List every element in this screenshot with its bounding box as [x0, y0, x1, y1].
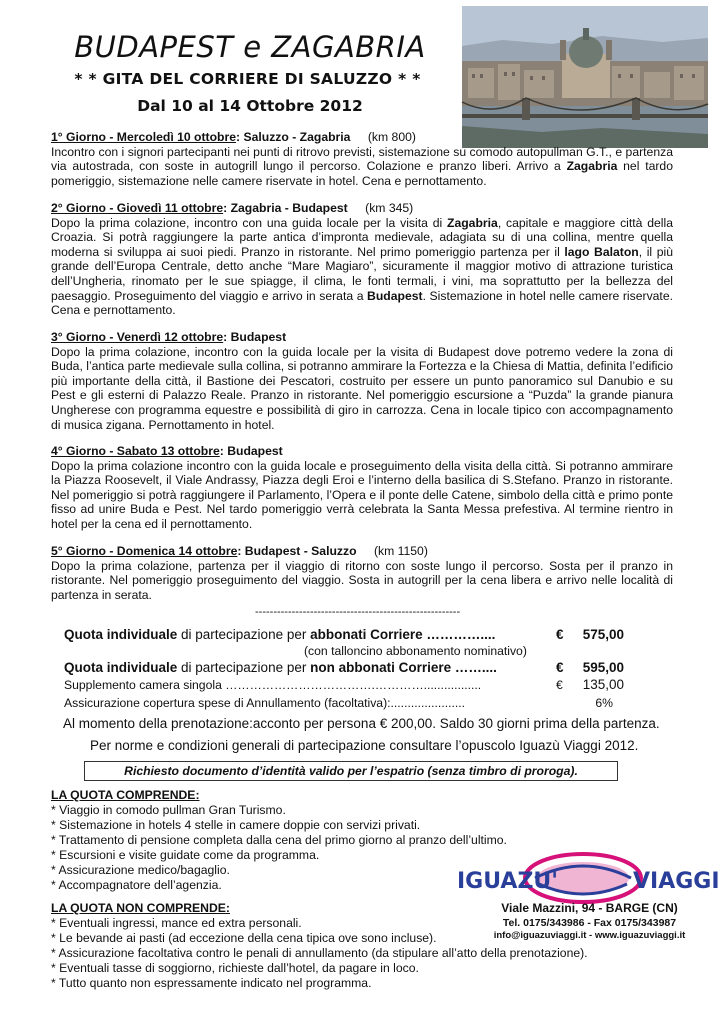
includes-heading: LA QUOTA COMPRENDE:	[51, 788, 200, 802]
day-1-km: (km 800)	[367, 130, 416, 144]
budapest-photo	[462, 6, 708, 148]
agency-phone: Tel. 0175/343986 - Fax 0175/343987	[502, 917, 677, 929]
includes-item: * Accompagnatore dell’agenzia.	[51, 878, 222, 892]
day-3-text: Dopo la prima colazione, incontro con la guida locale per la visita di Budapest dove potremo vedere la zona di Buda, l’antica parte medievale sulla collina, si potranno ammirare la Fortezza e la Chiesa di Mattia, definita l’edificio più importante della città, il Bastione dei Pescatori, costruito per essere un punto panoramico sul Danubio e su Pest e gli esterni di Palazzo Reale. Pranzo in ristorante. Nel pomeriggio escursione a “Puzda” la grande pianura Ungherese con programma equestre e possibilità di giro in carrozza. Cena in locale tipico con accompagnamento di musica zigana. Pernottamento in hotel.	[51, 344, 673, 432]
includes-item: * Escursioni e visite guidate come da programma.	[51, 848, 320, 862]
day-5-text: Dopo la prima colazione, partenza per il viaggio di ritorno con soste lungo il percorso. Sosta per il pranzo in ristorante. Nel pomeriggio proseguimento del viaggio. Sosta in autogrill per la cena libera e arrivo nelle località di partenza in serata.	[51, 558, 673, 602]
deposit-note: Al momento della prenotazione:acconto per persona € 200,00. Saldo 30 giorni prima della partenza.	[63, 716, 660, 731]
includes-item: * Viaggio in comodo pullman Gran Turismo.	[51, 803, 286, 817]
day-4-heading: 4° Giorno - Sabato 13 ottobre: Budapest	[51, 444, 283, 458]
price-row-single-room	[64, 678, 630, 696]
separator: --------------------------------------------------------	[255, 606, 461, 618]
excludes-item: * Assicurazione facoltativa contro le penali di annullamento (da stipulare all’atto della prenotazione).	[51, 946, 588, 960]
agency-address: Viale Mazzini, 94 - BARGE (CN)	[501, 901, 678, 915]
agency-web: info@iguazuviaggi.it - www.iguazuviaggi.it	[493, 930, 686, 941]
excludes-item: * Le bevande ai pasti (ad eccezione della cena tipica ove sono incluse).	[51, 931, 437, 945]
day-2-text: Dopo la prima colazione, incontro con una guida locale per la visita di Zagabria, capitale e maggiore città della Croazia. Si potrà raggiungere la parte antica d’impronta medievale, adagiata su di una collina, mentre quella moderna si sviluppa ai suoi piedi. Pranzo in ristorante. Nel primo pomeriggio partenza per il lago Balaton, il più grande dell’Europa Centrale, detto anche “Mare Magiaro”, sicuramente il maggior motivo di attrazione turistica dell’Ungheria, rinomato per le sue spiagge, il clima, le fonti termali, i vini, ma soprattutto per la bellezza del paesaggio. Proseguimento del viaggio e arrivo in serata a Budapest. Sistemazione in hotel nelle camere riservate. Cena e pernottamento.	[51, 215, 673, 318]
day-1-heading: 1° Giorno - Mercoledì 10 ottobre: Saluzzo - Zagabria	[51, 130, 351, 144]
price-row-note: (con talloncino abbonamento nominativo)	[304, 644, 527, 658]
page-subtitle: * * GITA DEL CORRIERE DI SALUZZO * *	[74, 70, 421, 88]
euro-symbol: €	[556, 678, 563, 692]
day-1-text: Incontro con i signori partecipanti nei punti di ritrovo previsti, sistemazione su comodo autopullman G.T., e partenza via autostrada, con soste in autogrill lungo il percorso. Colazione e pranzo liberi. Arrivo a Zagabria nel tardo pomeriggio, sistemazione nelle camere riservate in hotel. Cena e pernottamento.	[51, 144, 673, 188]
day-5-heading: 5° Giorno - Domenica 14 ottobre: Budapest - Saluzzo	[51, 544, 357, 558]
day-2-km: (km 345)	[365, 201, 414, 215]
price-row-subscribers	[64, 627, 630, 645]
price-value: 135,00	[582, 677, 624, 692]
day-5-km: (km 1150)	[373, 544, 428, 558]
price-label: Quota individuale di partecipazione per abbonati Corriere …………....	[64, 627, 496, 642]
excludes-item: * Eventuali tasse di soggiorno, richieste dall’hotel, da pagare in loco.	[51, 961, 419, 975]
day-2-section	[51, 201, 673, 318]
day-4-section	[51, 444, 673, 532]
price-row-non-subscribers	[64, 660, 630, 678]
price-value: 6%	[595, 696, 613, 710]
includes-item: * Assicurazione medico/bagaglio.	[51, 863, 230, 877]
excludes-item: * Tutto quanto non espressamente indicato nel programma.	[51, 976, 372, 990]
includes-item: * Trattamento di pensione completa dalla cena del primo giorno al pranzo dell’ultimo.	[51, 833, 507, 847]
euro-symbol: €	[556, 660, 564, 675]
document-notice: Richiesto documento d’identità valido per l’espatrio (senza timbro di proroga).	[84, 761, 618, 781]
includes-item: * Sistemazione in hotels 4 stelle in camere doppie con servizi privati.	[51, 818, 421, 832]
day-2-heading: 2° Giorno - Giovedì 11 ottobre: Zagabria - Budapest	[51, 201, 348, 215]
euro-symbol: €	[556, 627, 564, 642]
day-5-section	[51, 544, 673, 602]
logo-text-right: VIAGGI	[633, 869, 720, 894]
page-title: BUDAPEST e ZAGABRIA	[74, 30, 426, 64]
day-3-section	[51, 330, 673, 432]
day-1-section	[51, 130, 673, 188]
price-value: 575,00	[582, 627, 624, 642]
price-row-insurance	[64, 696, 630, 714]
day-4-text: Dopo la prima colazione incontro con la guida locale e proseguimento della visita della città. Si potranno ammirare la Piazza Roosevelt, il Viale Andrassy, Piazza degli Eroi e l’interno della basilica di S.Stefano. Pranzo in ristorante. Nel pomeriggio si potrà raggiungere il Parlamento, l’Opera e il ponte delle Catene, simbolo della città e primo ponte fisso ad unire Buda e Pest. Nel tardo pomeriggio verrà celebrata la Santa Messa prefestiva. Al termine rientro in hotel per la cena ed il pernottamento.	[51, 458, 673, 531]
trip-dates: Dal 10 al 14 Ottobre 2012	[137, 97, 363, 115]
excludes-item: * Eventuali ingressi, mance ed extra personali.	[51, 916, 302, 930]
price-label: Quota individuale di partecipazione per non abbonati Corriere ……....	[64, 660, 497, 675]
price-value: 595,00	[582, 660, 624, 675]
day-3-heading: 3° Giorno - Venerdì 12 ottobre: Budapest	[51, 330, 287, 344]
price-label: Supplemento camera singola ……………………………….………….................	[64, 678, 482, 692]
price-label: Assicurazione copertura spese di Annullamento (facoltativa):......................	[64, 696, 466, 710]
logo-text-left: IGUAZU'	[457, 869, 559, 894]
terms-note: Per norme e condizioni generali di partecipazione consultare l’opuscolo Iguazù Viaggi 2012.	[90, 738, 639, 753]
excludes-heading: LA QUOTA NON COMPRENDE:	[51, 901, 230, 915]
